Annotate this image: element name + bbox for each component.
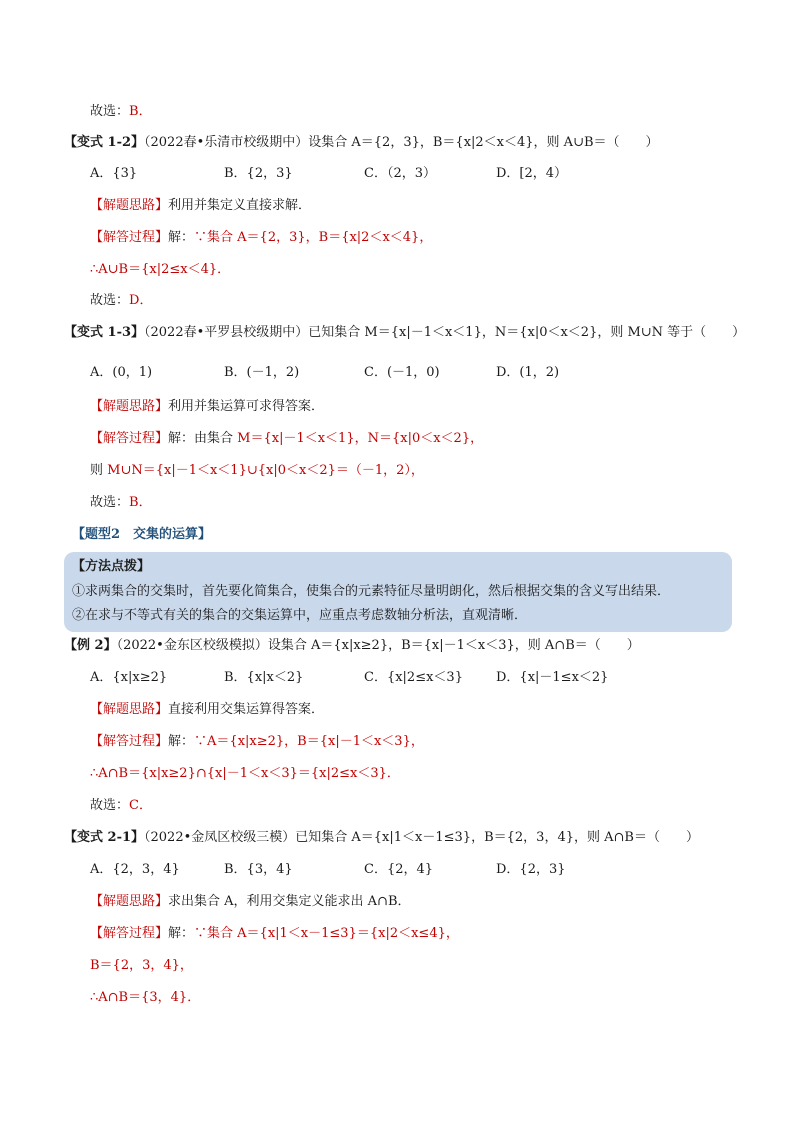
answer-label: 故选： (90, 104, 130, 119)
question-text: （2022•金东区校级模拟）设集合 A＝{x|x≥2}，B＝{x|－1＜x＜3}，则 A∩B＝（ ） (116, 638, 640, 653)
solution-step-line (90, 462, 424, 480)
question-tag: 【变式 2-1】 (64, 830, 145, 845)
solution-prefix: 解：由集合 (168, 431, 238, 446)
tips-title: 【方法点拨】 (72, 559, 151, 574)
solution-idea-label: 【解题思路】 (90, 702, 169, 717)
options-2-1 (90, 861, 566, 879)
answer-label: 故选： (90, 495, 130, 510)
option-a: A．{2，3，4} (90, 862, 180, 877)
section-heading: 【题型2 交集的运算】 (72, 527, 212, 542)
options-1-2 (90, 165, 567, 183)
option-c: C．（2，3） (364, 166, 436, 181)
tips-item: ①求两集合的交集时，首先要化简集合，使集合的元素特征尽量明朗化，然后根据交集的含义写出结果． (72, 584, 671, 599)
solution-idea (90, 398, 324, 416)
option-c: C．{2，4} (364, 862, 434, 877)
solution-step: ∴A∩B＝{x|x≥2}∩{x|－1＜x＜3}＝{x|2≤x＜3}． (90, 766, 400, 781)
solution-process-label: 【解答过程】 (90, 734, 169, 749)
solution-idea-text: 利用并集定义直接求解． (168, 198, 312, 213)
question-1-3 (64, 324, 745, 342)
solution-step: ∴A∩B＝{3，4}． (90, 990, 201, 1005)
answer-line (90, 797, 152, 815)
answer-label: 故选： (90, 798, 130, 813)
answer-value: B． (129, 104, 152, 119)
option-b: B．{2，3} (224, 166, 293, 181)
solution-prefix: 则 (90, 463, 108, 478)
example-2 (64, 637, 640, 655)
solution-idea (90, 197, 311, 215)
solution-idea-text: 直接利用交集运算得答案． (168, 702, 325, 717)
option-b: B．{3，4} (224, 862, 293, 877)
solution-step: B＝{2，3，4}， (90, 958, 193, 973)
question-text: （2022春•乐清市校级期中）设集合 A＝{2，3}，B＝{x|2＜x＜4}，则 A∪B＝（ ） (144, 135, 659, 150)
question-tag: 【变式 1-3】 (64, 325, 145, 340)
solution-process-label: 【解答过程】 (90, 230, 169, 245)
method-tips-box (64, 552, 732, 632)
solution-idea-label: 【解题思路】 (90, 399, 169, 414)
solution-prefix: 解： (168, 230, 195, 245)
solution-process (90, 925, 459, 943)
solution-process-label: 【解答过程】 (90, 431, 169, 446)
solution-process (90, 430, 483, 448)
answer-value: B． (129, 495, 152, 510)
solution-idea (90, 701, 324, 719)
answer-value: D． (129, 293, 153, 308)
option-c: C．{x|2≤x＜3} (364, 670, 463, 685)
answer-label: 故选： (90, 293, 130, 308)
solution-step: ∵集合 A＝{2，3}，B＝{x|2＜x＜4}， (194, 230, 433, 245)
answer-value: C． (129, 798, 152, 813)
question-text: （2022春•平罗县校级期中）已知集合 M＝{x|－1＜x＜1}，N＝{x|0＜x＜2}，则 M∪N 等于（ ） (144, 325, 746, 340)
question-2-1 (64, 829, 699, 847)
solution-process-label: 【解答过程】 (90, 926, 169, 941)
solution-process (90, 229, 432, 247)
solution-idea-text: 求出集合 A，利用交集定义能求出 A∩B． (168, 894, 411, 909)
solution-prefix: 解： (168, 926, 195, 941)
option-d: D．{x|－1≤x＜2} (496, 670, 609, 685)
solution-idea (90, 893, 411, 911)
question-text: （2022•金凤区校级三模）已知集合 A＝{x|1＜x－1≤3}，B＝{2，3，4}，则 A∩B＝（ ） (144, 830, 699, 845)
question-tag: 【例 2】 (64, 638, 117, 653)
solution-step: M∪N＝{x|－1＜x＜1}∪{x|0＜x＜2}＝（－1，2）， (107, 463, 424, 478)
solution-step: M＝{x|－1＜x＜1}，N＝{x|0＜x＜2}， (237, 431, 484, 446)
solution-idea-label: 【解题思路】 (90, 894, 169, 909)
answer-line (90, 494, 152, 512)
option-a: A．{3} (90, 166, 138, 181)
option-d: D．(1，2) (496, 365, 560, 380)
option-c: C．(－1，0) (364, 365, 440, 380)
tips-item: ②在求与不等式有关的集合的交集运算中，应重点考虑数轴分析法，直观清晰． (72, 608, 528, 623)
options-1-3 (90, 364, 559, 382)
option-d: D．{2，3} (496, 862, 566, 877)
option-b: B．(－1，2) (224, 365, 300, 380)
solution-step: ∴A∪B＝{x|2≤x＜4}． (90, 262, 231, 277)
option-a: A．(0，1) (90, 365, 153, 380)
answer-line (90, 103, 152, 121)
solution-idea-text: 利用并集运算可求得答案． (168, 399, 325, 414)
options-ex2 (90, 669, 608, 687)
option-a: A．{x|x≥2} (90, 670, 168, 685)
option-b: B．{x|x＜2} (224, 670, 304, 685)
answer-line (90, 292, 152, 310)
question-tag: 【变式 1-2】 (64, 135, 145, 150)
option-d: D．[2，4） (496, 166, 568, 181)
solution-idea-label: 【解题思路】 (90, 198, 169, 213)
solution-prefix: 解： (168, 734, 195, 749)
question-1-2 (64, 134, 659, 152)
solution-process (90, 733, 424, 751)
solution-step: ∵集合 A＝{x|1＜x－1≤3}＝{x|2＜x≤4}， (194, 926, 459, 941)
solution-step: ∵A＝{x|x≥2}，B＝{x|－1＜x＜3}， (194, 734, 424, 749)
